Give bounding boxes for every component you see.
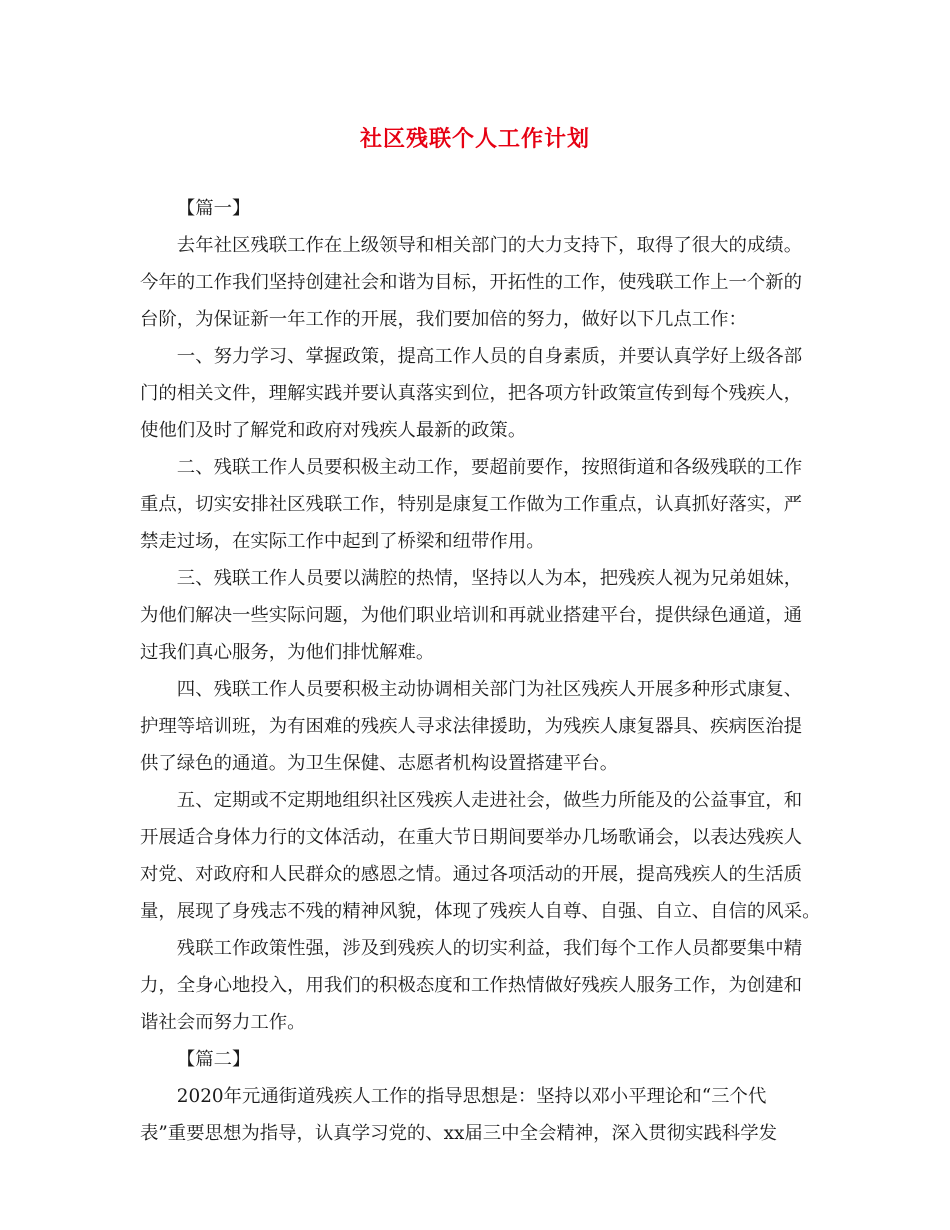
- paragraph-item-one: [140, 338, 826, 449]
- text-line: 力，全身心地投入，用我们的积极态度和工作热情做好残疾人服务工作，为创建和: [140, 975, 803, 996]
- section-two-heading: 【篇二】: [176, 1049, 251, 1070]
- document-title: 社区残联个人工作计划: [359, 126, 590, 152]
- paragraph-item-two: [140, 449, 826, 560]
- text-line: 台阶，为保证新一年工作的开展，我们要加倍的努力，做好以下几点工作：: [140, 309, 747, 330]
- text-line: 护理等培训班，为有困难的残疾人寻求法律援助，为残疾人康复器具、疾病医治提: [140, 716, 803, 737]
- text-line: 五、定期或不定期地组织社区残疾人走进社会，做些力所能及的公益事宜，和: [176, 790, 803, 811]
- text-line: 为他们解决一些实际问题，为他们职业培训和再就业搭建平台，提供绿色通道，通: [140, 605, 803, 626]
- text-line: 重点，切实安排社区残联工作，特别是康复工作做为工作重点，认真抓好落实，严: [140, 494, 803, 515]
- text-line: 去年社区残联工作在上级领导和相关部门的大力支持下，取得了很大的成绩。: [176, 235, 803, 256]
- text-line: 残联工作政策性强，涉及到残疾人的切实利益，我们每个工作人员都要集中精: [176, 938, 803, 959]
- paragraph-item-five: [140, 782, 826, 930]
- text-line: 量，展现了身残志不残的精神风貌，体现了残疾人自尊、自强、自立、自信的风采。: [140, 901, 821, 922]
- text-line: 门的相关文件，理解实践并要认真落实到位，把各项方针政策宣传到每个残疾人，: [140, 383, 803, 404]
- text-line: 使他们及时了解党和政府对残疾人最新的政策。: [140, 420, 527, 441]
- text-line: 今年的工作我们坚持创建社会和谐为目标，开拓性的工作，使残联工作上一个新的: [140, 272, 803, 293]
- document-body: [140, 190, 826, 1152]
- text-line: 供了绿色的通道。为卫生保健、志愿者机构设置搭建平台。: [140, 753, 619, 774]
- text-line: 三、残联工作人员要以满腔的热情，坚持以人为本，把残疾人视为兄弟姐妹，: [176, 568, 803, 589]
- text-line: 开展适合身体力行的文体活动，在重大节日期间要举办几场歌诵会，以表达残疾人: [140, 827, 803, 848]
- text-line: 对党、对政府和人民群众的感恩之情。通过各项活动的开展，提高残疾人的生活质: [140, 864, 803, 885]
- text-line: 禁走过场，在实际工作中起到了桥梁和纽带作用。: [140, 531, 545, 552]
- text-line: 表”重要思想为指导，认真学习党的、xx届三中全会精神，深入贯彻实践科学发: [140, 1123, 778, 1144]
- section-one-heading: 【篇一】: [176, 198, 251, 219]
- text-line: 一、努力学习、掌握政策，提高工作人员的自身素质，并要认真学好上级各部: [176, 346, 803, 367]
- paragraph-item-four: [140, 671, 826, 782]
- text-line: 2020年元通街道残疾人工作的指导思想是：坚持以邓小平理论和“三个代: [176, 1086, 767, 1107]
- paragraph-item-three: [140, 560, 826, 671]
- paragraph-conclusion: [140, 930, 826, 1041]
- paragraph-intro: [140, 227, 826, 338]
- text-line: 谐社会而努力工作。: [140, 1012, 306, 1033]
- text-line: 二、残联工作人员要积极主动工作，要超前要作，按照街道和各级残联的工作: [176, 457, 803, 478]
- text-line: 过我们真心服务，为他们排忧解难。: [140, 642, 435, 663]
- paragraph-section-two-intro: [140, 1078, 826, 1152]
- text-line: 四、残联工作人员要积极主动协调相关部门为社区残疾人开展多种形式康复、: [176, 679, 803, 700]
